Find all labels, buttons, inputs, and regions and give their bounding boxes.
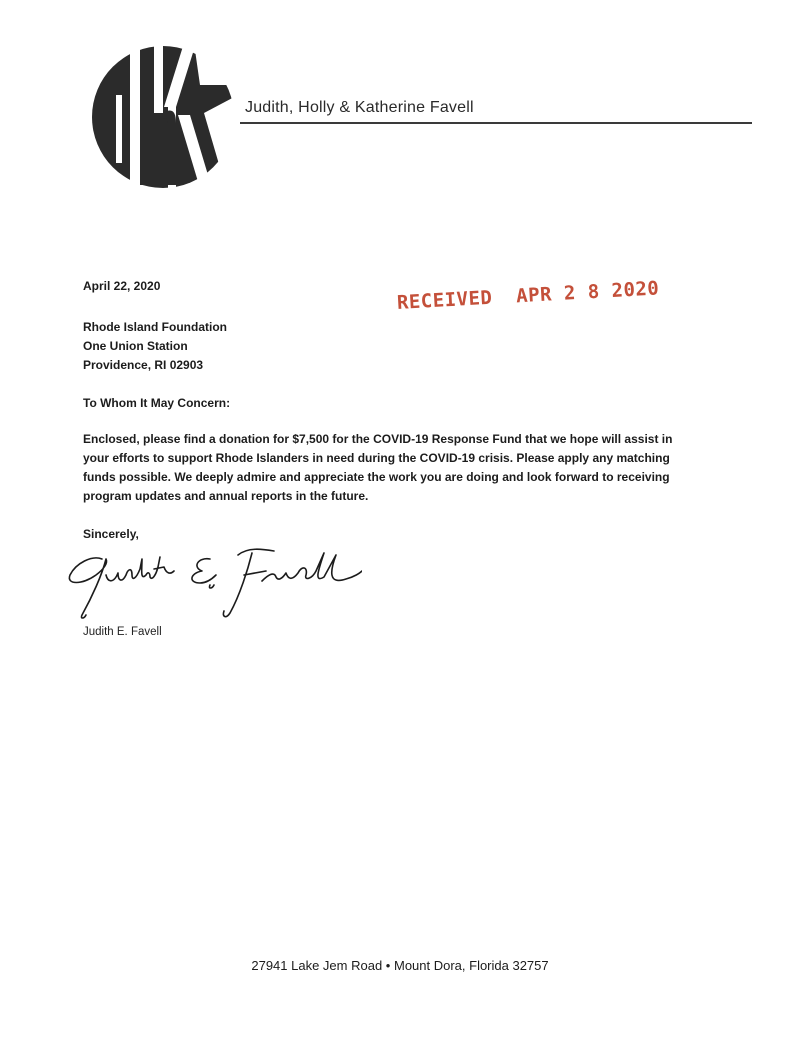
signer-name: Judith E. Favell — [83, 626, 162, 638]
salutation: To Whom It May Concern: — [83, 396, 231, 410]
letterhead-divider — [240, 122, 752, 124]
letterhead-family-name: Judith, Holly & Katherine Favell — [245, 99, 474, 116]
handwritten-signature — [62, 545, 362, 625]
recipient-address — [83, 318, 227, 375]
footer-separator: • — [385, 958, 391, 973]
closing: Sincerely, — [83, 527, 139, 541]
stamp-label: RECEIVED — [396, 286, 493, 314]
footer-street: 27941 Lake Jem Road — [251, 958, 383, 973]
recipient-address-line1: One Union Station — [83, 339, 188, 353]
jhk-logo — [88, 45, 238, 190]
recipient-name: Rhode Island Foundation — [83, 320, 227, 334]
stamp-date: APR 2 8 2020 — [515, 277, 660, 308]
letter-body: Enclosed, please find a donation for $7,500 for the COVID-19 Response Fund that we hope will assist in your efforts to support Rhode Islanders in need during the COVID-19 crisis. Please apply any matching funds possible. We deeply admire and appreciate the work you are doing and look forward to receiving program updates and annual reports in the future. — [83, 432, 673, 503]
received-stamp — [396, 277, 660, 314]
recipient-address-line2: Providence, RI 02903 — [83, 358, 204, 372]
letterhead-footer-address — [0, 958, 800, 973]
letter-date: April 22, 2020 — [83, 279, 161, 293]
footer-city: Mount Dora, Florida 32757 — [393, 958, 549, 973]
